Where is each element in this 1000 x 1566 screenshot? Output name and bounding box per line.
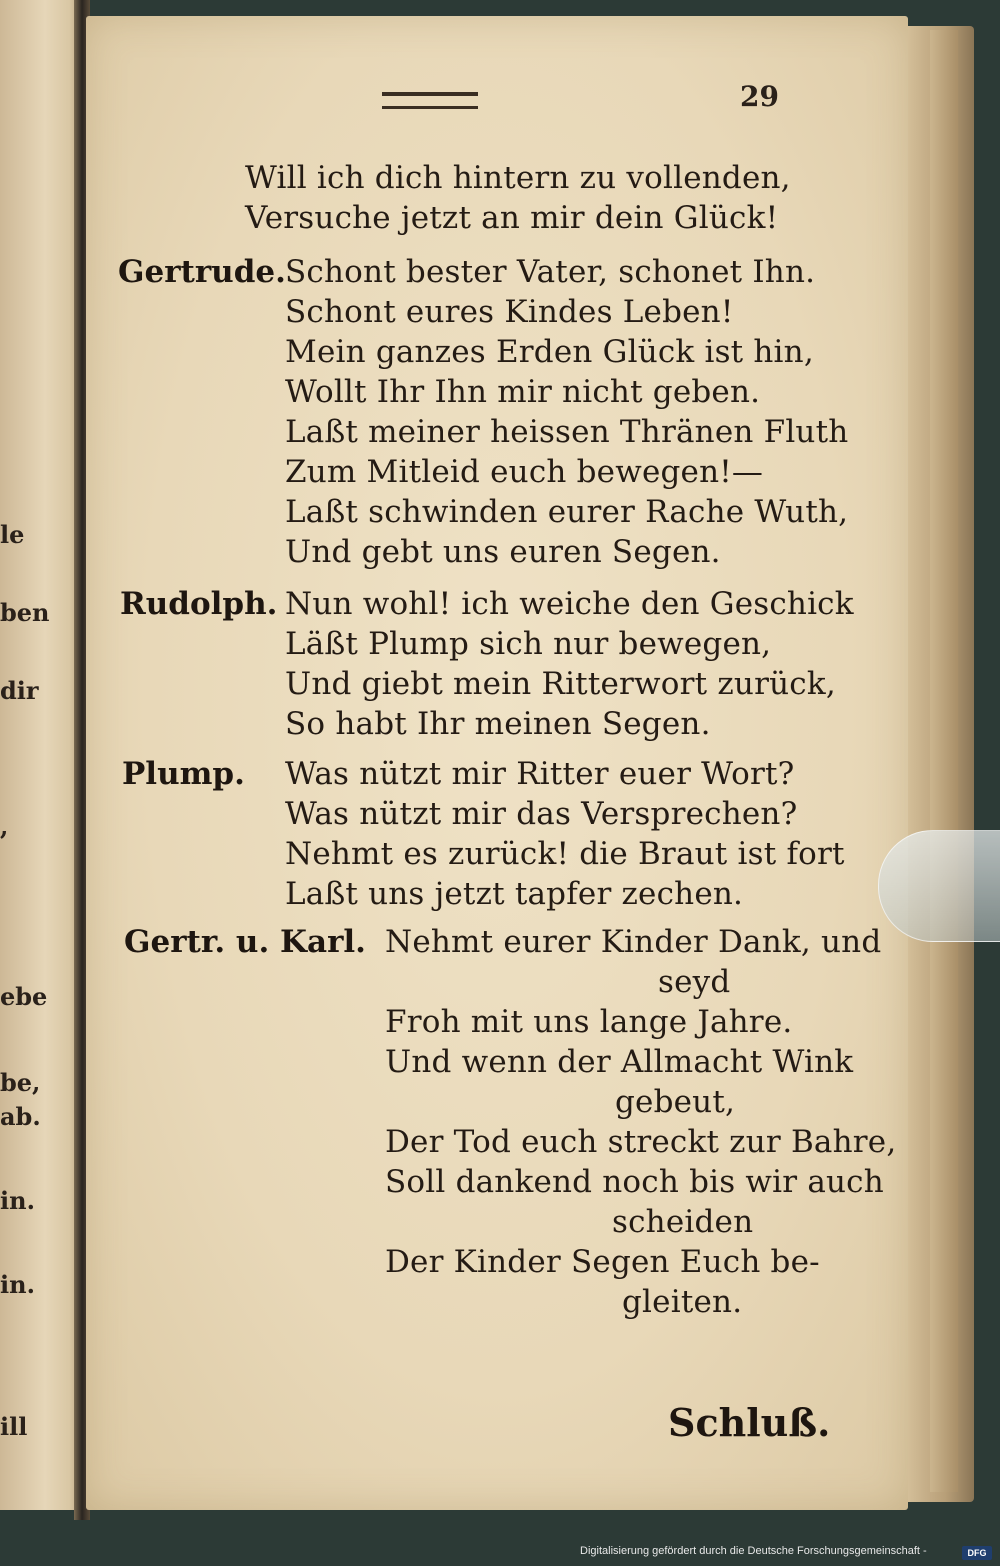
verse-line: Nun wohl! ich weiche den Geschick [285,586,854,622]
left-fragment: dir [0,676,39,705]
verse-line: Will ich dich hintern zu vollenden, [245,160,791,196]
verse-line: Soll dankend noch bis wir auch [385,1164,884,1200]
closing-word: Schluß. [668,1400,831,1445]
verse-line: Laßt uns jetzt tapfer zechen. [285,876,744,912]
verse-line: scheiden [612,1204,754,1240]
verse-line: Laßt meiner heissen Thränen Fluth [285,414,849,450]
verse-line: Nehmt es zurück! die Braut ist fort [285,836,845,872]
verse-line: Nehmt eurer Kinder Dank, und [385,924,882,960]
left-fragment: , [0,812,9,841]
left-fragment: in. [0,1270,35,1299]
speaker-gertr-karl: Gertr. u. Karl. [124,924,366,960]
verse-line: Was nützt mir das Versprechen? [285,796,798,832]
page-clip [878,830,1000,942]
verse-line: Schont bester Vater, schonet Ihn. [285,254,816,290]
left-fragment: in. [0,1186,35,1215]
verse-line: seyd [658,964,731,1000]
page-stack-edge-inner [930,30,958,1492]
speaker-rudolph: Rudolph. [120,586,278,622]
left-fragment: ben [0,598,50,627]
verse-line: Laßt schwinden eurer Rache Wuth, [285,494,849,530]
left-fragment: ab. [0,1102,41,1131]
verse-line: Schont eures Kindes Leben! [285,294,734,330]
dfg-logo: DFG [962,1546,992,1560]
verse-line: Der Kinder Segen Euch be- [385,1244,820,1280]
verse-line: So habt Ihr meinen Segen. [285,706,711,742]
digitization-credit: Digitalisierung gefördert durch die Deutsche Forschungsgemeinschaft - [580,1545,927,1557]
left-fragment: be, [0,1068,41,1097]
verse-line: Mein ganzes Erden Glück ist hin, [285,334,814,370]
header-rule [382,92,478,109]
verse-line: Läßt Plump sich nur bewegen, [285,626,772,662]
verse-line: Versuche jetzt an mir dein Glück! [245,200,779,236]
verse-line: Wollt Ihr Ihn mir nicht geben. [285,374,761,410]
verse-line: Der Tod euch streckt zur Bahre, [385,1124,897,1160]
speaker-plump: Plump. [122,756,245,792]
verse-line: Und giebt mein Ritterwort zurück, [285,666,836,702]
verse-line: Was nützt mir Ritter euer Wort? [285,756,795,792]
verse-line: gleiten. [622,1284,743,1320]
verse-line: Froh mit uns lange Jahre. [385,1004,793,1040]
verse-line: gebeut, [615,1084,736,1120]
left-fragment: ill [0,1412,28,1441]
verse-line: Und wenn der Allmacht Wink [385,1044,854,1080]
verse-line: Und gebt uns euren Segen. [285,534,721,570]
speaker-gertrude: Gertrude. [118,254,286,290]
page-number: 29 [740,80,779,113]
left-fragment: le [0,520,25,549]
left-fragment: ebe [0,982,48,1011]
verse-line: Zum Mitleid euch bewegen!— [285,454,764,490]
